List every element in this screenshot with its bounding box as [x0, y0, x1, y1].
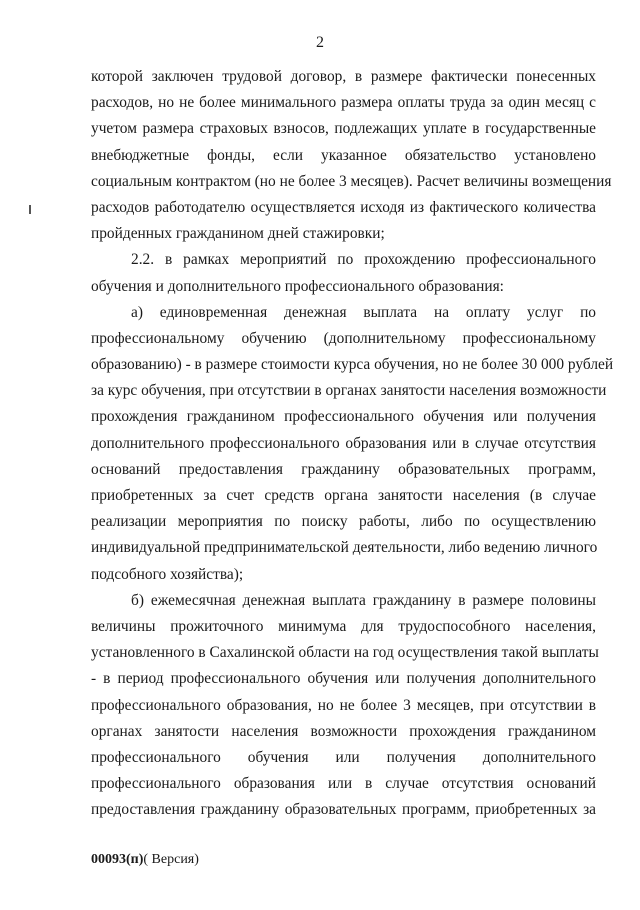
body-line: учетом размера страховых взносов, подлежащих уплате в государственные — [91, 120, 596, 138]
document-footer — [91, 852, 199, 868]
body-line: обучения и дополнительного профессионального образования: — [91, 277, 504, 295]
document-version-label: ( Версия) — [143, 852, 199, 867]
body-line: расходов работодателю осуществляется исходя из фактического количества — [91, 198, 596, 216]
body-line: пройденных гражданином дней стажировки; — [91, 225, 385, 243]
body-line: профессионального образования или в случае отсутствия оснований — [91, 775, 596, 793]
body-line: дополнительного профессионального образования или в случае отсутствия — [91, 434, 596, 452]
body-line: расходов, но не более минимального размера оплаты труда за один месяц с — [91, 94, 596, 112]
body-line: за курс обучения, при отсутствии в органах занятости населения возможности — [91, 382, 607, 400]
scan-artifact-mark — [29, 205, 31, 214]
body-line: профессиональному обучению (дополнительному профессиональному — [91, 329, 596, 347]
body-line: органах занятости населения возможности прохождения гражданином — [91, 722, 596, 740]
body-line: индивидуальной предпринимательской деятельности, либо ведению личного — [91, 539, 598, 557]
body-line: установленного в Сахалинской области на год осуществления такой выплаты — [91, 644, 599, 662]
body-line: б) ежемесячная денежная выплата гражданину в размере половины — [131, 591, 596, 609]
body-line: 2.2. в рамках мероприятий по прохождению профессионального — [131, 251, 596, 269]
body-line: профессионального образования, но не более 3 месяцев, при отсутствии в — [91, 696, 596, 714]
body-line: профессионального обучения или получения дополнительного — [91, 748, 596, 766]
body-line: подсобного хозяйства); — [91, 565, 244, 583]
body-line: приобретенных за счет средств органа занятости населения (в случае — [91, 487, 596, 504]
body-line: образованию) - в размере стоимости курса обучения, но не более 30 000 рублей — [91, 356, 614, 374]
body-line: величины прожиточного минимума для трудоспособного населения, — [91, 617, 596, 635]
document-code: 00093(п) — [91, 852, 144, 867]
body-line: социальным контрактом (но не более 3 месяцев). Расчет величины возмещения — [91, 172, 612, 190]
body-line: прохождения гражданином профессионального обучения или получения — [91, 408, 596, 426]
body-line: - в период профессионального обучения или получения дополнительного — [91, 670, 596, 688]
body-line: которой заключен трудовой договор, в размере фактически понесенных — [91, 68, 596, 85]
body-line: внебюджетные фонды, если указанное обязательство установлено — [91, 146, 596, 164]
page-number: 2 — [316, 34, 324, 51]
body-line: предоставления гражданину образовательных программ, приобретенных за — [91, 801, 596, 819]
body-line: реализации мероприятия по поиску работы, либо по осуществлению — [91, 513, 596, 531]
body-line: оснований предоставления гражданину образовательных программ, — [91, 460, 596, 478]
document-body — [91, 64, 614, 823]
body-line: а) единовременная денежная выплата на оплату услуг по — [131, 303, 596, 321]
